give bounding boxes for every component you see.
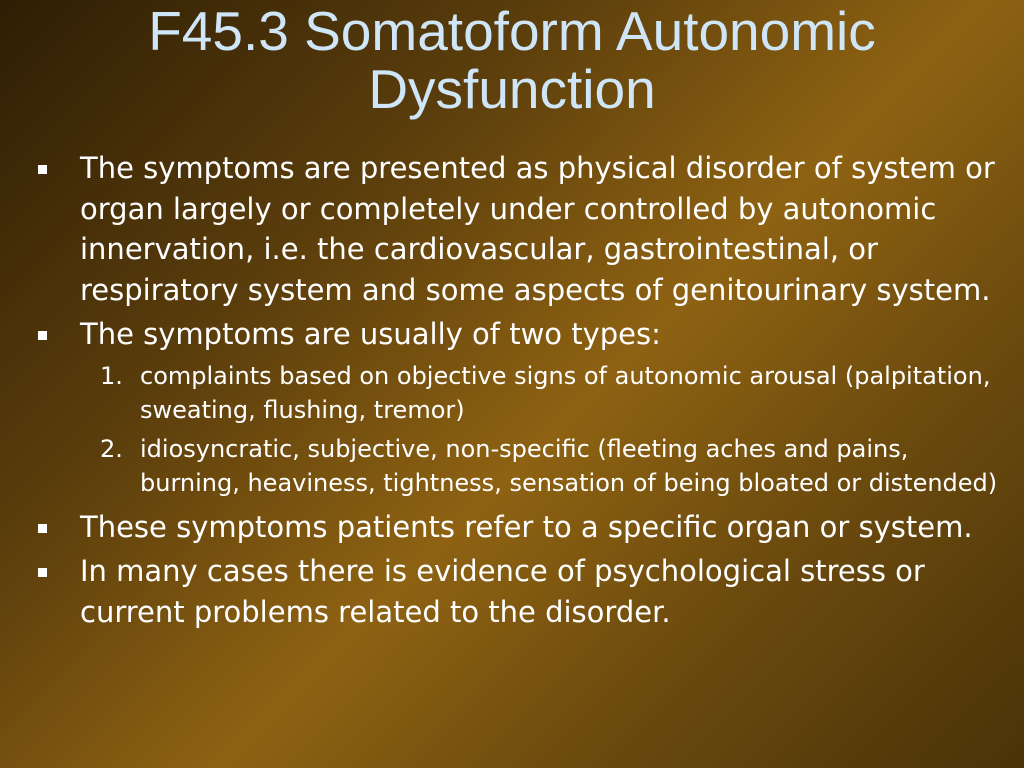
slide-title	[0, 2, 1024, 118]
bullet-text: The symptoms are usually of two types:	[80, 317, 661, 351]
square-bullet-icon	[38, 331, 47, 340]
bullet-text: In many cases there is evidence of psychological stress or current problems related to the disorder.	[80, 554, 925, 629]
slide-title-line-2: Dysfunction	[368, 58, 656, 120]
slide-title-line-1: F45.3 Somatoform Autonomic	[148, 0, 876, 62]
bullet-text: The symptoms are presented as physical disorder of system or organ largely or completely under controlled by autonomic innervation, i.e. the cardiovascular, gastrointestinal, or respiratory system and some aspects of genitourinary system.	[80, 151, 995, 307]
numbered-sublist	[38, 359, 998, 501]
numbered-item	[38, 432, 998, 501]
numbered-item	[38, 359, 998, 428]
item-text: complaints based on objective signs of autonomic arousal (palpitation, sweating, flushing, tremor)	[140, 361, 991, 424]
bullet-text: These symptoms patients refer to a specific organ or system.	[80, 509, 973, 544]
bullet-item	[38, 551, 998, 632]
bullet-item	[38, 507, 998, 548]
item-number: 1.	[100, 361, 123, 390]
bullet-list	[38, 148, 998, 636]
item-text: idiosyncratic, subjective, non-specific (fleeting aches and pains, burning, heaviness, tightness, sensation of being bloated or distended)	[140, 434, 998, 497]
square-bullet-icon	[38, 524, 47, 533]
bullet-item	[38, 314, 998, 355]
square-bullet-icon	[38, 568, 47, 577]
bullet-item	[38, 148, 998, 310]
square-bullet-icon	[38, 165, 47, 174]
item-number: 2.	[100, 434, 123, 463]
